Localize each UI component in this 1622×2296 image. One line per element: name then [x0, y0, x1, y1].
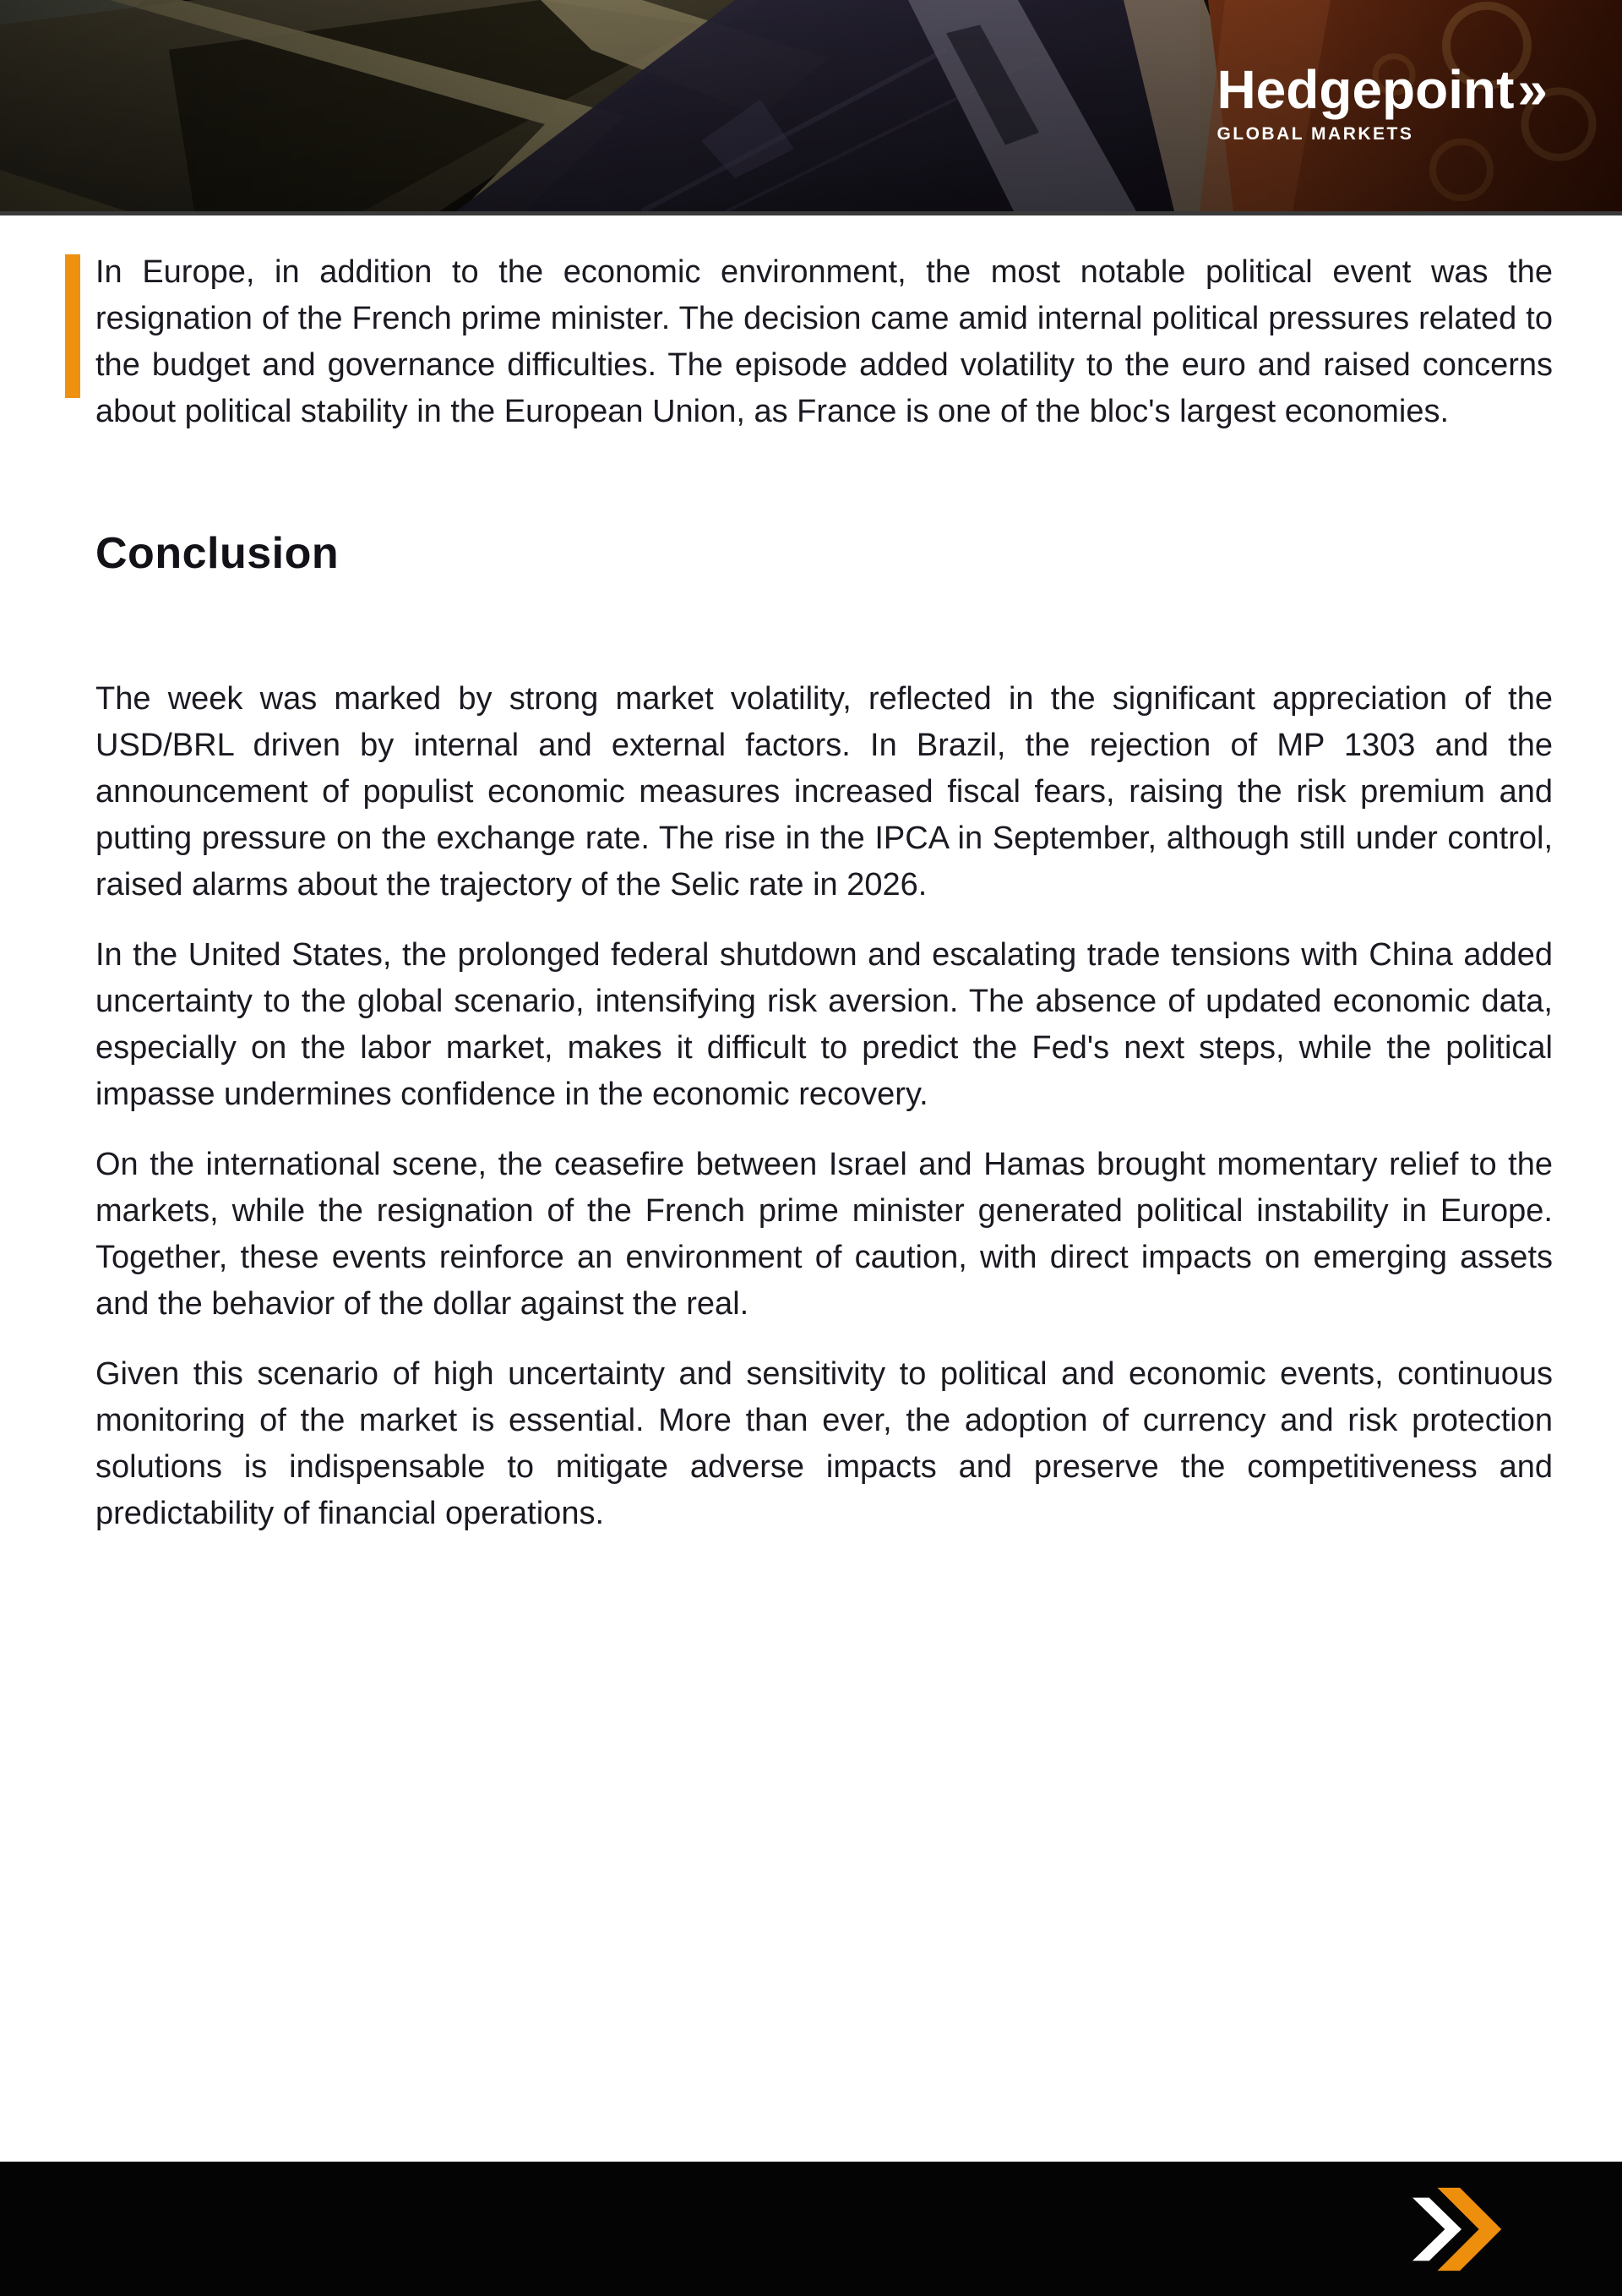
accent-bar	[65, 254, 80, 398]
content	[0, 215, 1622, 2162]
highlight-block	[95, 249, 1553, 435]
brand-chevrons-icon: »	[1517, 59, 1548, 120]
brand-wordmark: Hedgepoint	[1216, 59, 1515, 120]
double-chevron-icon	[1412, 2187, 1512, 2271]
header-banner	[0, 0, 1622, 215]
paragraph-week-volatility: The week was marked by strong market volatility, reflected in the significant appreciation of the USD/BRL driven by internal and external factors. In Brazil, the rejection of MP 1303 and the announcement of populist economic measures increased fiscal fears, raising the risk premium and putting pressure on the exchange rate. The rise in the IPCA in September, although still under control, raised alarms about the trajectory of the Selic rate in 2026.	[95, 681, 1553, 903]
paragraph-international-scene: On the international scene, the ceasefire between Israel and Hamas brought momentary relief to the markets, while the resignation of the French prime minister generated political instability in Europe. Together, these events reinforce an environment of caution, with direct impacts on emerging assets and the behavior of the dollar against the real.	[95, 1147, 1553, 1323]
brand-tagline: GLOBAL MARKETS	[1216, 124, 1414, 144]
paragraph-given-scenario: Given this scenario of high uncertainty and sensitivity to political and economic events, continuous monitoring of the market is essential. More than ever, the adoption of currency and risk protection solutions is indispensable to mitigate adverse impacts and preserve the competitiveness and predictability of financial operations.	[95, 1356, 1553, 1532]
brand-logo	[1216, 59, 1548, 145]
highlight-text: In Europe, in addition to the economic environment, the most notable political event was the resignation of the French prime minister. The decision came amid internal political pressures related to the budget and governance difficulties. The episode added volatility to the euro and raised concerns about political stability in the European Union, as France is one of the bloc's largest economies.	[95, 254, 1553, 429]
white-chevron	[1412, 2197, 1461, 2261]
footer-bar	[0, 2162, 1622, 2296]
paragraph-united-states: In the United States, the prolonged federal shutdown and escalating trade tensions with China added uncertainty to the global scenario, intensifying risk aversion. The absence of updated economic data, especially on the labor market, makes it difficult to predict the Fed's next steps, while the political impasse undermines confidence in the economic recovery.	[95, 937, 1553, 1113]
section-title: Conclusion	[95, 529, 340, 578]
